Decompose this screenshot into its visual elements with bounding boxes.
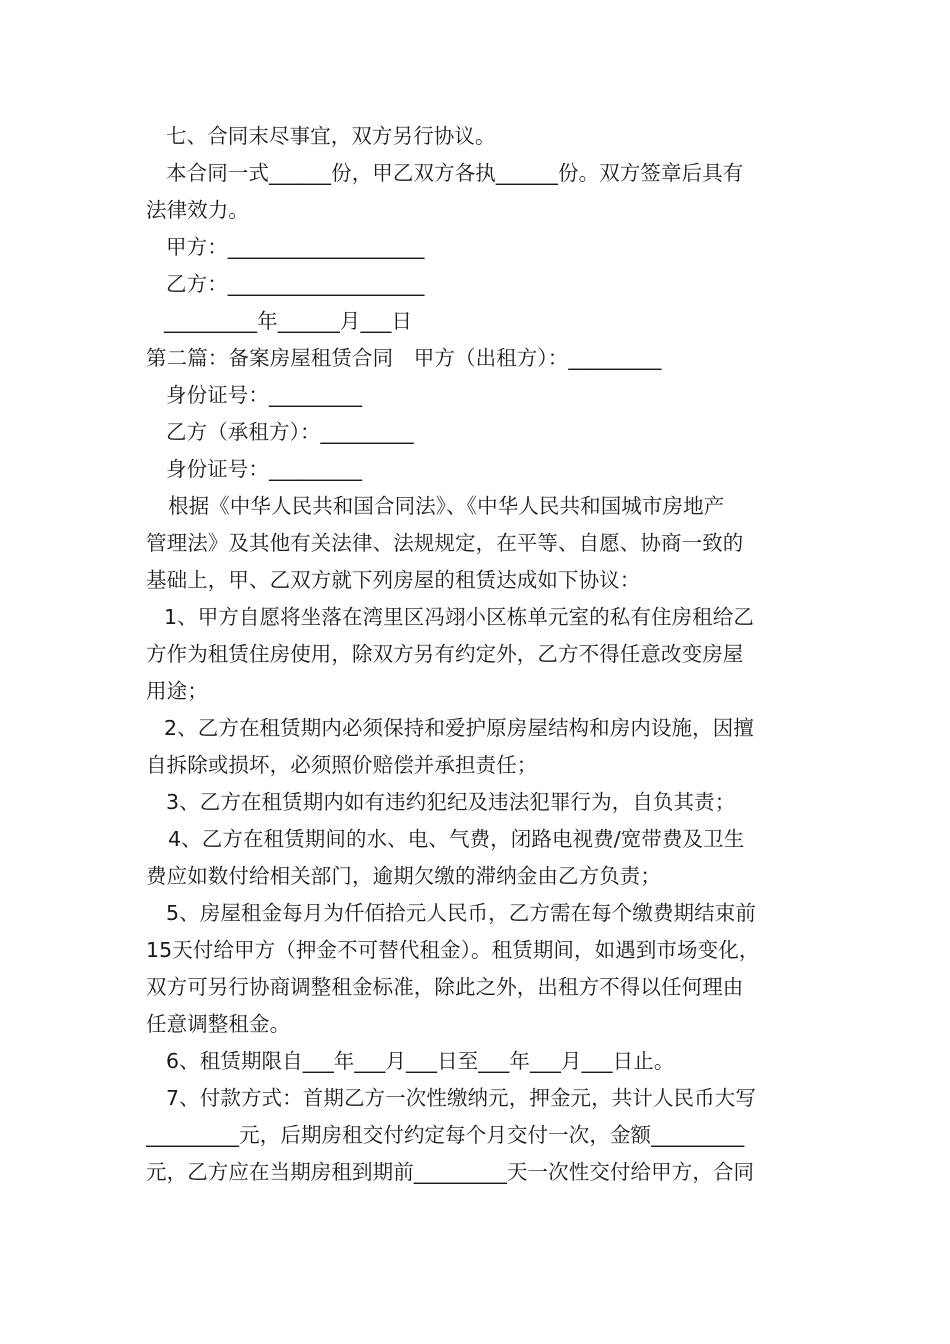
preamble-line-3: 基础上，甲、乙双方就下列房屋的租赁达成如下协议： bbox=[146, 568, 641, 592]
clause-4-line-1: 4、乙方在租赁期间的水、电、气费，闭路电视费/宽带费及卫生 bbox=[168, 827, 745, 851]
clause-7-line-3: 元，乙方应在当期房租到期前_________天一次性交付给甲方，合同 bbox=[146, 1160, 755, 1184]
section-two-title: 第二篇：备案房屋租赁合同 甲方（出租方）：_________ bbox=[146, 346, 662, 370]
copies-line-cont: 法律效力。 bbox=[146, 198, 249, 222]
clause-5-line-3: 双方可另行协商调整租金标准，除此之外，出租方不得以任何理由 bbox=[146, 975, 744, 999]
party-b-id-number: 身份证号：_________ bbox=[166, 457, 363, 481]
clause-3: 3、乙方在租赁期内如有违约犯纪及违法犯罪行为，自负其责； bbox=[166, 790, 736, 814]
clause-5-line-4: 任意调整租金。 bbox=[146, 1012, 291, 1036]
document-body bbox=[146, 118, 816, 1191]
party-a-signature: 甲方：___________________ bbox=[166, 235, 425, 259]
copies-line: 本合同一式______份，甲乙双方各执______份。双方签章后具有 bbox=[166, 161, 744, 185]
clause-1-line-1: 1、甲方自愿将坐落在湾里区冯翊小区栋单元室的私有住房租给乙 bbox=[164, 605, 754, 629]
party-b-lessee: 乙方（承租方）：_________ bbox=[166, 420, 414, 444]
clause-4-line-2: 费应如数付给相关部门，逾期欠缴的滞纳金由乙方负责； bbox=[146, 864, 661, 888]
clause-7-line-1: 7、付款方式：首期乙方一次性缴纳元，押金元，共计人民币大写 bbox=[166, 1086, 756, 1110]
clause-2-line-1: 2、乙方在租赁期内必须保持和爱护原房屋结构和房内设施，因擅 bbox=[164, 716, 754, 740]
clause-7-remaining-matters: 七、合同末尽事宜，双方另行协议。 bbox=[166, 124, 496, 148]
signature-date: _________年______月___日 bbox=[164, 309, 413, 333]
clause-1-line-3: 用途； bbox=[146, 679, 208, 703]
party-a-id-number: 身份证号：_________ bbox=[166, 383, 363, 407]
clause-5-line-2: 15天付给甲方（押金不可替代租金）。租赁期间，如遇到市场变化， bbox=[146, 938, 760, 962]
clause-7-line-2: _________元，后期房租交付约定每个月交付一次，金额_________ bbox=[146, 1123, 745, 1147]
clause-1-line-2: 方作为租赁住房使用，除双方另有约定外，乙方不得任意改变房屋 bbox=[146, 642, 744, 666]
clause-6: 6、租赁期限自___年___月___日至___年___月___日止。 bbox=[166, 1049, 675, 1073]
preamble-line-1: 根据《中华人民共和国合同法》、《中华人民共和国城市房地产 bbox=[168, 494, 725, 518]
party-b-signature: 乙方：___________________ bbox=[166, 272, 425, 296]
clause-5-line-1: 5、房屋租金每月为仟佰拾元人民币，乙方需在每个缴费期结束前 bbox=[166, 901, 756, 925]
clause-2-line-2: 自拆除或损坏，必须照价赔偿并承担责任； bbox=[146, 753, 538, 777]
preamble-line-2: 管理法》及其他有关法律、法规规定，在平等、自愿、协商一致的 bbox=[146, 531, 744, 555]
